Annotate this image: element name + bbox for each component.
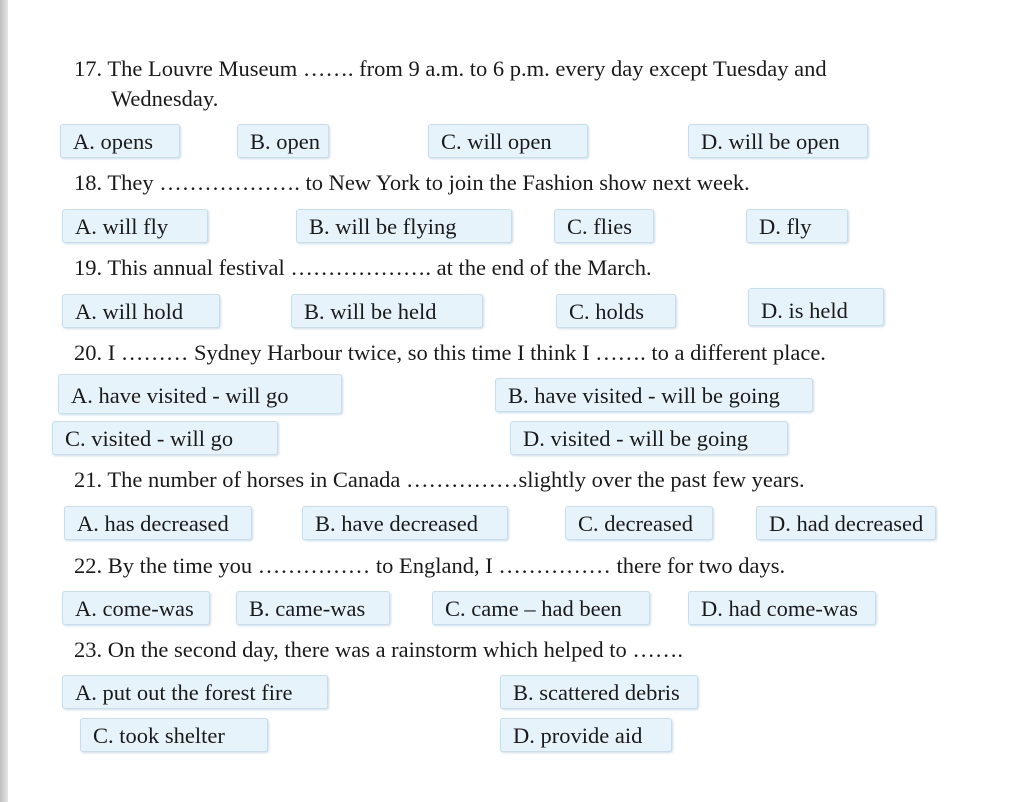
q17-option-b[interactable]: B. open — [237, 124, 329, 158]
question-19 — [74, 253, 652, 283]
question-18-text: 18. They ………………. to New York to join the Fashion show next week. — [74, 170, 750, 195]
question-21-text: 21. The number of horses in Canada ……………slightly over the past few years. — [74, 467, 805, 492]
question-21 — [74, 465, 805, 495]
q20-option-b[interactable]: B. have visited - will be going — [495, 378, 813, 412]
question-23-text: 23. On the second day, there was a rainstorm which helped to ……. — [74, 637, 684, 662]
q17-option-c[interactable]: C. will open — [428, 124, 588, 158]
q17-option-d[interactable]: D. will be open — [688, 124, 868, 158]
q22-option-b[interactable]: B. came-was — [236, 591, 390, 625]
q18-option-c[interactable]: C. flies — [554, 209, 654, 243]
question-18 — [74, 168, 750, 198]
question-17-text-line2: Wednesday. — [111, 86, 219, 111]
q19-option-d[interactable]: D. is held — [748, 288, 884, 326]
q21-option-b[interactable]: B. have decreased — [302, 506, 508, 540]
q21-option-d[interactable]: D. had decreased — [756, 506, 936, 540]
q18-option-d[interactable]: D. fly — [746, 209, 848, 243]
q17-option-a[interactable]: A. opens — [60, 124, 180, 158]
question-22 — [74, 551, 785, 581]
q19-option-b[interactable]: B. will be held — [291, 294, 483, 328]
q20-option-c[interactable]: C. visited - will go — [52, 421, 278, 455]
question-17-text-line1: 17. The Louvre Museum ……. from 9 a.m. to 6 p.m. every day except Tuesday and — [74, 56, 827, 81]
q20-option-d[interactable]: D. visited - will be going — [510, 421, 788, 455]
q18-option-b[interactable]: B. will be flying — [296, 209, 512, 243]
q22-option-d[interactable]: D. had come-was — [688, 591, 876, 625]
q20-option-a[interactable]: A. have visited - will go — [58, 374, 342, 414]
q18-option-a[interactable]: A. will fly — [62, 209, 208, 243]
question-22-text: 22. By the time you …………… to England, I …………… there for two days. — [74, 553, 786, 578]
q21-option-c[interactable]: C. decreased — [565, 506, 713, 540]
question-20-text: 20. I ……… Sydney Harbour twice, so this time I think I ……. to a different place. — [74, 340, 826, 365]
q23-option-c[interactable]: C. took shelter — [80, 718, 268, 752]
q22-option-c[interactable]: C. came – had been — [432, 591, 650, 625]
question-19-text: 19. This annual festival ………………. at the end of the March. — [74, 255, 652, 280]
q23-option-a[interactable]: A. put out the forest fire — [62, 675, 328, 709]
q21-option-a[interactable]: A. has decreased — [64, 506, 252, 540]
question-17 — [74, 54, 827, 114]
question-23 — [74, 635, 683, 665]
q19-option-c[interactable]: C. holds — [556, 294, 676, 328]
q23-option-d[interactable]: D. provide aid — [500, 718, 672, 752]
q23-option-b[interactable]: B. scattered debris — [500, 675, 698, 709]
q22-option-a[interactable]: A. come-was — [62, 591, 210, 625]
question-20 — [74, 338, 826, 368]
q19-option-a[interactable]: A. will hold — [62, 294, 220, 328]
